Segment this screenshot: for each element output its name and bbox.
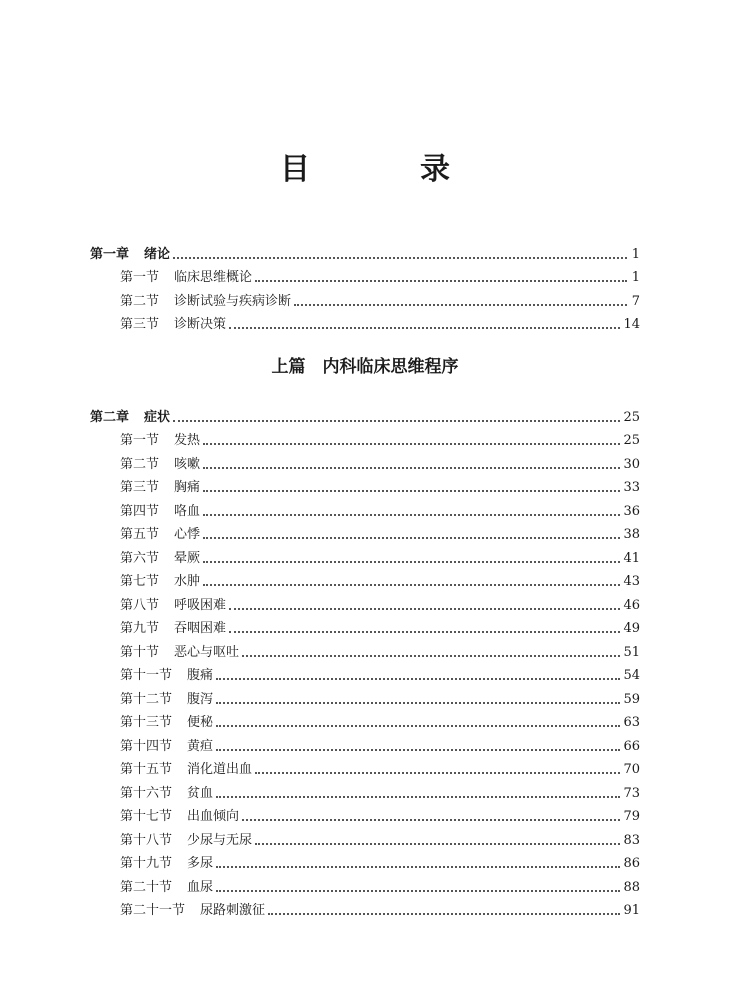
toc-section-entry[interactable]: [90, 473, 640, 497]
toc-page-number: 49: [623, 621, 640, 636]
dot-leader: [255, 843, 620, 845]
toc-entry-title: 便秘: [187, 715, 214, 730]
dot-leader: [203, 514, 620, 516]
toc-entry-number: 第十二节: [120, 691, 173, 707]
toc-entry-number: 第一章: [90, 246, 130, 262]
toc-chapter-2: [90, 402, 640, 919]
toc-section-entry[interactable]: [90, 755, 640, 779]
toc-section-entry[interactable]: [90, 661, 640, 685]
toc-page-number: 43: [623, 574, 640, 589]
toc-page-number: 79: [623, 809, 640, 824]
toc-entry-title: 绪论: [144, 246, 171, 262]
toc-section-entry[interactable]: [90, 286, 640, 310]
toc-page-number: 7: [631, 293, 640, 309]
toc-entry-title: 贫血: [187, 785, 214, 801]
toc-section-entry[interactable]: [90, 496, 640, 520]
dot-leader: [216, 866, 620, 868]
dot-leader: [203, 561, 620, 563]
toc-section-entry[interactable]: [90, 825, 640, 849]
dot-leader: [242, 819, 620, 821]
toc-entry-title: 水肿: [174, 574, 201, 589]
dot-leader: [229, 327, 620, 329]
dot-leader: [203, 537, 620, 539]
toc-page-number: 70: [623, 762, 640, 777]
toc-entry-number: 第十一节: [120, 668, 173, 683]
toc-page-number: 66: [623, 738, 640, 754]
toc-page-number: 33: [623, 480, 640, 495]
toc-section-entry[interactable]: [90, 426, 640, 450]
toc-entry-title: 黄疸: [187, 738, 214, 754]
toc-entry-number: 第二章: [90, 409, 130, 425]
dot-leader: [216, 702, 620, 704]
toc-section-entry[interactable]: [90, 263, 640, 287]
toc-entry-number: 第三节: [120, 317, 160, 332]
toc-entry-title: 腹泻: [187, 691, 214, 707]
toc-section-entry[interactable]: [90, 872, 640, 896]
toc-entry-title: 咯血: [174, 503, 201, 519]
toc-page-number: 14: [623, 317, 640, 332]
toc-entry-number: 第一节: [120, 433, 160, 448]
toc-entry-number: 第七节: [120, 574, 160, 589]
toc-chapter-entry[interactable]: [90, 402, 640, 426]
dot-leader: [203, 490, 620, 492]
toc-entry-title: 咳嗽: [174, 456, 201, 472]
toc-entry-title: 发热: [174, 433, 201, 448]
toc-entry-title: 诊断决策: [174, 317, 227, 332]
toc-entry-title: 尿路刺激征: [200, 903, 266, 918]
toc-entry-title: 症状: [144, 409, 171, 425]
toc-entry-number: 第十九节: [120, 856, 173, 871]
toc-entry-title: 多尿: [187, 856, 214, 871]
dot-leader: [203, 467, 620, 469]
toc-entry-title: 少尿与无尿: [187, 832, 253, 848]
toc-page-number: 73: [623, 785, 640, 801]
toc-page-number: 59: [623, 691, 640, 707]
toc-entry-number: 第十节: [120, 644, 160, 660]
toc-section-entry[interactable]: [90, 778, 640, 802]
toc-front-matter: [90, 239, 640, 333]
toc-section-entry[interactable]: [90, 896, 640, 920]
dot-leader: [229, 608, 620, 610]
toc-entry-title: 心悸: [174, 527, 201, 542]
dot-leader: [216, 749, 620, 751]
toc-section-entry[interactable]: [90, 684, 640, 708]
toc-page-number: 51: [623, 644, 640, 660]
toc-section-entry[interactable]: [90, 590, 640, 614]
toc-page-number: 1: [631, 270, 640, 285]
dot-leader: [203, 443, 620, 445]
toc-page-number: 41: [623, 550, 640, 566]
toc-entry-number: 第五节: [120, 527, 160, 542]
dot-leader: [255, 280, 627, 282]
dot-leader: [216, 678, 620, 680]
toc-entry-number: 第八节: [120, 597, 160, 613]
toc-page-number: 36: [623, 503, 640, 519]
toc-section-entry[interactable]: [90, 543, 640, 567]
toc-page-number: 83: [623, 832, 640, 848]
toc-entry-title: 腹痛: [187, 668, 214, 683]
dot-leader: [173, 257, 627, 259]
page-title: 目 录: [280, 152, 490, 187]
toc-entry-title: 消化道出血: [187, 762, 253, 777]
toc-section-entry[interactable]: [90, 310, 640, 334]
dot-leader: [294, 304, 627, 306]
toc-entry-number: 第十八节: [120, 832, 173, 848]
toc-page-number: 54: [623, 668, 640, 683]
toc-entry-number: 第一节: [120, 270, 160, 285]
part-title: 上篇 内科临床思维程序: [271, 357, 459, 377]
toc-page-number: 46: [623, 597, 640, 613]
toc-section-entry[interactable]: [90, 637, 640, 661]
toc-chapter-entry[interactable]: [90, 239, 640, 263]
toc-section-entry[interactable]: [90, 567, 640, 591]
toc-section-entry[interactable]: [90, 849, 640, 873]
toc-page-number: 38: [623, 527, 640, 542]
toc-entry-number: 第三节: [120, 480, 160, 495]
toc-entry-number: 第四节: [120, 503, 160, 519]
toc-entry-number: 第六节: [120, 550, 160, 566]
toc-entry-title: 呼吸困难: [174, 597, 227, 613]
toc-entry-number: 第十六节: [120, 785, 173, 801]
toc-entry-title: 血尿: [187, 879, 214, 895]
dot-leader: [268, 913, 620, 915]
toc-entry-title: 临床思维概论: [174, 270, 253, 285]
toc-section-entry[interactable]: [90, 802, 640, 826]
toc-section-entry[interactable]: [90, 614, 640, 638]
toc-entry-number: 第九节: [120, 621, 160, 636]
toc-page-number: 25: [623, 433, 640, 448]
toc-section-entry[interactable]: [90, 731, 640, 755]
toc-section-entry[interactable]: [90, 520, 640, 544]
toc-page-number: 88: [623, 879, 640, 895]
toc-entry-number: 第十四节: [120, 738, 173, 754]
toc-entry-title: 恶心与呕吐: [174, 644, 240, 660]
toc-entry-number: 第十五节: [120, 762, 173, 777]
dot-leader: [229, 631, 620, 633]
toc-entry-title: 胸痛: [174, 480, 201, 495]
dot-leader: [216, 890, 620, 892]
toc-page-number: 25: [623, 409, 640, 425]
toc-entry-number: 第十三节: [120, 715, 173, 730]
dot-leader: [216, 725, 620, 727]
toc-page-number: 1: [631, 246, 640, 262]
toc-entry-number: 第二十一节: [120, 903, 186, 918]
toc-page-number: 30: [623, 456, 640, 472]
toc-entry-title: 诊断试验与疾病诊断: [174, 293, 292, 309]
dot-leader: [255, 772, 620, 774]
toc-page-number: 91: [623, 903, 640, 918]
toc-page-number: 63: [623, 715, 640, 730]
toc-entry-number: 第十七节: [120, 809, 173, 824]
toc-entry-title: 出血倾向: [187, 809, 240, 824]
dot-leader: [242, 655, 620, 657]
dot-leader: [216, 796, 620, 798]
toc-entry-number: 第二节: [120, 293, 160, 309]
dot-leader: [173, 420, 620, 422]
toc-entry-title: 吞咽困难: [174, 621, 227, 636]
toc-entry-number: 第二十节: [120, 879, 173, 895]
toc-section-entry[interactable]: [90, 449, 640, 473]
toc-page-number: 86: [623, 856, 640, 871]
toc-section-entry[interactable]: [90, 708, 640, 732]
dot-leader: [203, 584, 620, 586]
toc-entry-title: 晕厥: [174, 550, 201, 566]
toc-entry-number: 第二节: [120, 456, 160, 472]
